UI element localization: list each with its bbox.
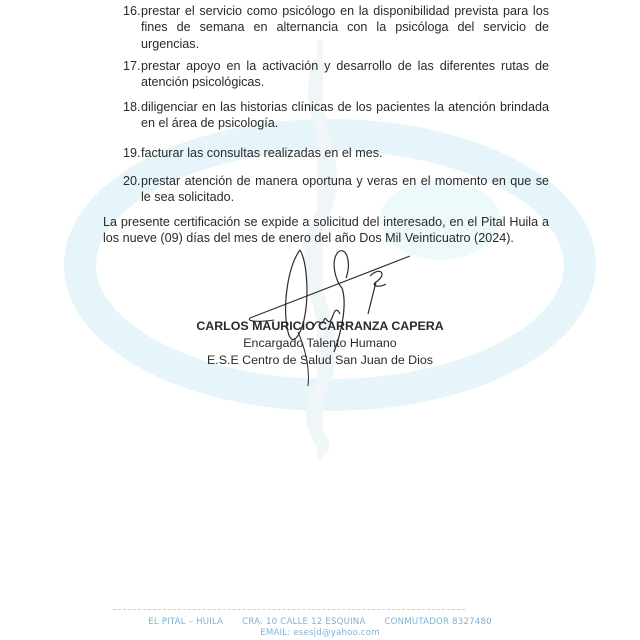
list-item-number: 16.	[123, 4, 141, 18]
list-item	[123, 99, 549, 132]
footer	[100, 617, 540, 638]
signatory-name: CARLOS MAURICIO CARRANZA CAPERA	[196, 319, 444, 333]
list-item-text: prestar atención de manera oportuna y veras en el momento en que se le sea solicitado.	[141, 174, 549, 205]
list-item	[123, 173, 549, 206]
list-item-number: 19.	[123, 146, 141, 160]
list-item	[123, 145, 549, 161]
signature-icon	[230, 236, 430, 416]
list-item-number: 17.	[123, 59, 141, 73]
list-item	[123, 58, 549, 91]
list-item-number: 18.	[123, 100, 141, 114]
list-item-number: 20.	[123, 174, 141, 188]
signatory-title: Encargado Talento Humano	[243, 336, 397, 350]
list-item-text: prestar el servicio como psicólogo en la disponibilidad prevista para los fines de semana en alternancia con la psicóloga del servicio de urgencias.	[141, 4, 549, 51]
list-item	[123, 3, 549, 52]
closing-paragraph: La presente certificación se expide a solicitud del interesado, en el Pital Huila a los nueve (09) días del mes de enero del año Dos Mil Veinticuatro (2024).	[103, 215, 549, 246]
list-item-text: prestar apoyo en la activación y desarrollo de las diferentes rutas de atención psicológicas.	[141, 59, 549, 90]
footer-address: CRA. 10 CALLE 12 ESQUINA	[242, 617, 366, 627]
footer-divider	[113, 609, 465, 610]
footer-phone: CONMUTADOR 8327480	[384, 617, 492, 627]
list-item-text: diligenciar en las historias clínicas de los pacientes la atención brindada en el área de psicología.	[141, 100, 549, 131]
footer-city: EL PITAL – HUILA	[148, 617, 224, 627]
signatory-organization: E.S.E Centro de Salud San Juan de Dios	[207, 352, 433, 367]
footer-email: EMAIL: esesjd@yahoo.com	[260, 627, 380, 638]
list-item-text: facturar las consultas realizadas en el mes.	[141, 146, 383, 160]
